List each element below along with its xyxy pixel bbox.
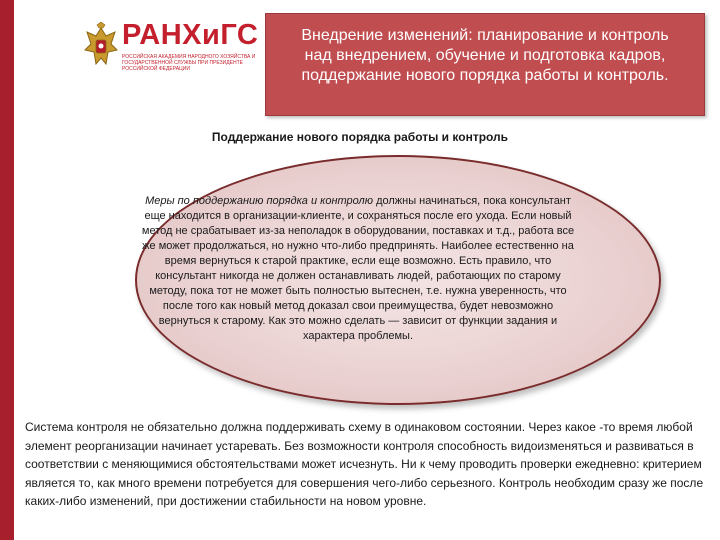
- body-paragraph: Система контроля не обязательно должна поддерживать схему в одинаковом состоянии. Через какое -то время любой элемент реорганизации начинает устаревать. Без возможности контроля способность видоизменяться и развиваться в соответствии с меняющимися обстоятельствами может исчезнуть. Ни к чему проводить проверки ежедневно: критерием является то, как много времени потребуется для совершения чего-либо серьезного. Контроль необходим сразу же после каких-либо изменений, при достижении стабильности на новом уровне.: [25, 420, 704, 508]
- section-subtitle: Поддержание нового порядка работы и контроль: [211, 130, 509, 144]
- logo-subtext: РОССИЙСКАЯ АКАДЕМИЯ НАРОДНОГО ХОЗЯЙСТВА И ГОСУДАРСТВЕННОЙ СЛУЖБЫ ПРИ ПРЕЗИДЕНТЕ РОССИЙСКОЙ ФЕДЕРАЦИИ: [122, 54, 256, 72]
- left-accent-bar: [0, 0, 14, 540]
- ellipse-body: должны начинаться, пока консультант еще находится в организации-клиенте, и сохраняться после его ухода. Если новый метод не срабатывает из-за неполадок в оборудовании, поставках и т.д., работа все же может продолжаться, но нужно что-либо предпринять. Наиболее естественно на время вернуться к старой практике, если еще возможно. Есть правило, что консультант никогда не должен останавливать людей, работающих по старому методу, пока тот не может быть полностью вытеснен, т.е. нужна уверенность, что после того как новый метод доказал свои преимущества, будет невозможно вернуться к старому. Как это можно сделать — зависит от функции задания и характера проблемы.: [141, 195, 575, 342]
- page-title: Внедрение изменений: планирование и контроль над внедрением, обучение и подготовка кадров, поддержание нового порядка работы и контроль.: [301, 27, 669, 84]
- title-box: [265, 13, 705, 116]
- ranepa-logo: [84, 18, 284, 76]
- ellipse-lead: Меры по поддержанию порядка и контролю: [145, 195, 374, 207]
- ellipse-paragraph: [140, 194, 576, 344]
- eagle-emblem-icon: [84, 22, 118, 72]
- logo-wordmark: РАНХиГС: [122, 19, 259, 51]
